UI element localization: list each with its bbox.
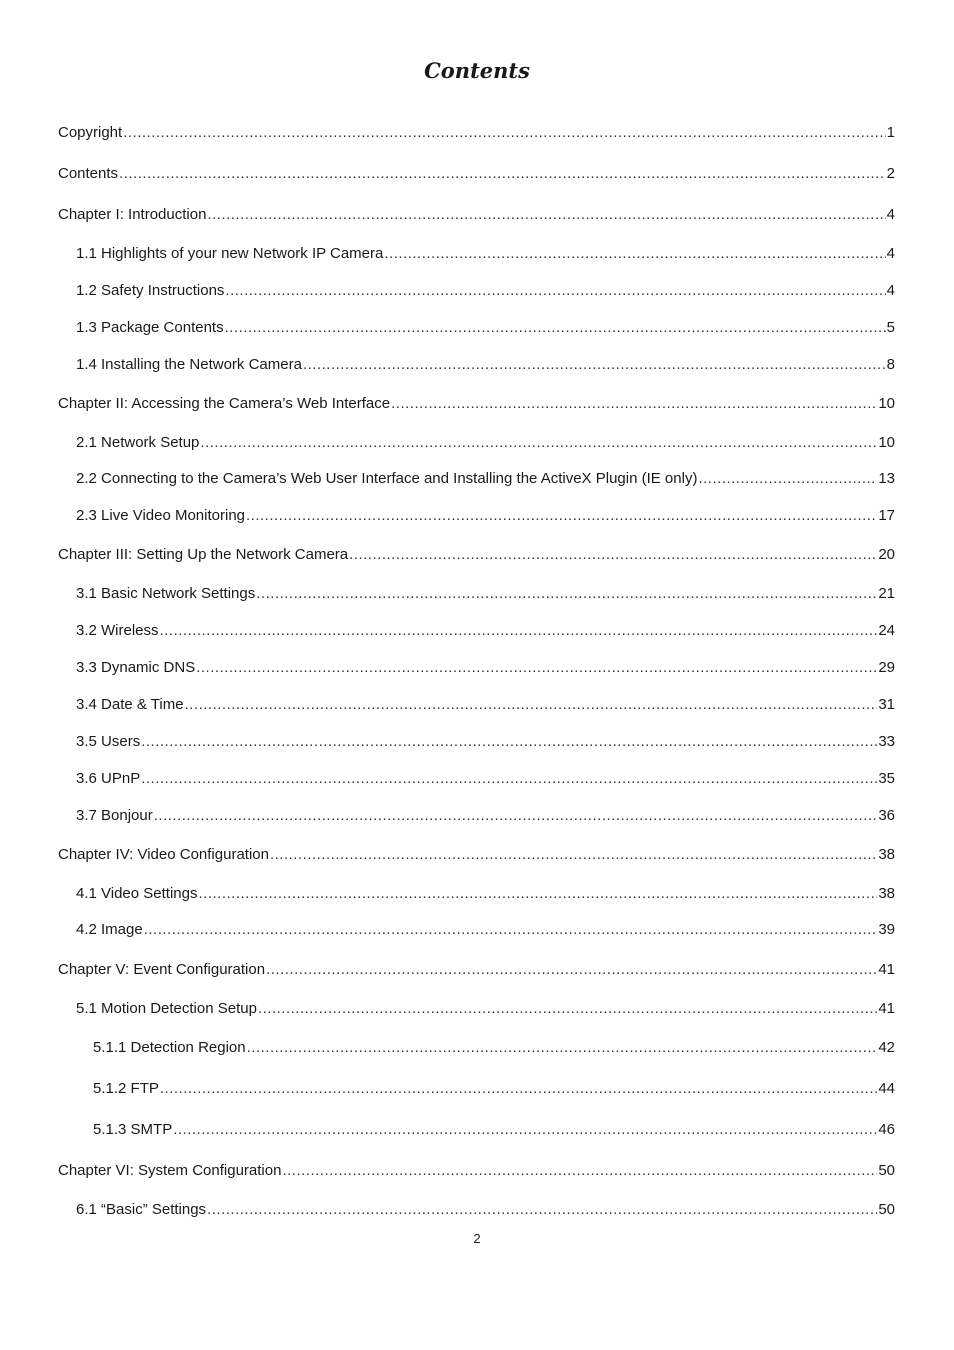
dot-leader: [225, 281, 885, 301]
toc-page: 4: [886, 206, 895, 223]
toc-page: 38: [878, 846, 895, 863]
toc-page: 39: [878, 921, 895, 938]
dot-leader: [270, 845, 877, 865]
dot-leader: [207, 1200, 877, 1220]
dot-leader: [200, 433, 877, 453]
toc-entry-3-7[interactable]: [76, 806, 895, 826]
toc-label: 4.1 Video Settings: [76, 885, 198, 902]
toc-page: 24: [878, 622, 895, 639]
toc-label: Chapter I: Introduction: [58, 206, 207, 223]
toc-label: 6.1 “Basic” Settings: [76, 1201, 207, 1218]
dot-leader: [256, 584, 877, 604]
toc-page: 4: [886, 282, 895, 299]
toc-entry-4-1[interactable]: [76, 884, 895, 904]
dot-leader: [207, 205, 885, 225]
toc-label: 3.6 UPnP: [76, 770, 141, 787]
toc-page: 50: [878, 1201, 895, 1218]
toc-entry-2-1[interactable]: [76, 433, 895, 453]
toc-label: 2.2 Connecting to the Camera’s Web User Interface and Installing the ActiveX Plugin (IE only): [76, 470, 698, 487]
toc-page: 38: [878, 885, 895, 902]
dot-leader: [198, 884, 877, 904]
toc-label: 5.1 Motion Detection Setup: [76, 1000, 257, 1017]
dot-leader: [282, 1161, 877, 1181]
toc-page: 20: [878, 546, 895, 563]
toc-label: Chapter VI: System Configuration: [58, 1162, 282, 1179]
toc-page: 5: [886, 319, 895, 336]
toc-entry-1-3[interactable]: [76, 318, 895, 338]
toc-label: 1.2 Safety Instructions: [76, 282, 225, 299]
toc-label: 5.1.2 FTP: [93, 1080, 159, 1097]
toc-page: 31: [878, 696, 895, 713]
dot-leader: [173, 1120, 877, 1140]
toc-page: 36: [878, 807, 895, 824]
toc-entry-6-1[interactable]: [76, 1200, 895, 1220]
toc-entry-chapter-3[interactable]: [58, 545, 895, 565]
dot-leader: [384, 244, 885, 264]
dot-leader: [247, 1038, 878, 1058]
toc-entry-1-1[interactable]: [76, 244, 895, 264]
toc-page: 41: [878, 1000, 895, 1017]
toc-entry-5-1-1[interactable]: [93, 1038, 895, 1058]
dot-leader: [154, 806, 878, 826]
toc-label: 3.4 Date & Time: [76, 696, 184, 713]
toc-label: 3.1 Basic Network Settings: [76, 585, 256, 602]
toc-page: 42: [878, 1039, 895, 1056]
toc-entry-3-6[interactable]: [76, 769, 895, 789]
dot-leader: [141, 769, 877, 789]
toc-label: Chapter V: Event Configuration: [58, 961, 266, 978]
toc-label: 3.2 Wireless: [76, 622, 159, 639]
toc-label: 2.1 Network Setup: [76, 434, 200, 451]
dot-leader: [160, 1079, 877, 1099]
toc-label: 2.3 Live Video Monitoring: [76, 507, 245, 524]
toc-label: 1.1 Highlights of your new Network IP Camera: [76, 245, 384, 262]
toc-page: 8: [886, 356, 895, 373]
toc-page: 46: [878, 1121, 895, 1138]
toc-page: 33: [878, 733, 895, 750]
dot-leader: [119, 164, 886, 184]
toc-label: Chapter IV: Video Configuration: [58, 846, 269, 863]
toc-page: 4: [886, 245, 895, 262]
toc-label: 5.1.3 SMTP: [93, 1121, 173, 1138]
toc-label: Chapter II: Accessing the Camera’s Web Interface: [58, 395, 391, 412]
toc-entry-5-1-2[interactable]: [93, 1079, 895, 1099]
toc-entry-chapter-4[interactable]: [58, 845, 895, 865]
toc-page: 10: [878, 395, 895, 412]
toc-entry-2-2[interactable]: [76, 469, 895, 489]
dot-leader: [144, 920, 878, 940]
dot-leader: [225, 318, 886, 338]
toc-entry-2-3[interactable]: [76, 506, 895, 526]
toc-entry-5-1-3[interactable]: [93, 1120, 895, 1140]
toc-entry-chapter-6[interactable]: [58, 1161, 895, 1181]
toc-entry-contents[interactable]: [58, 164, 895, 184]
toc-label: 1.3 Package Contents: [76, 319, 224, 336]
dot-leader: [185, 695, 878, 715]
toc-label: Contents: [58, 165, 119, 182]
toc-entry-3-1[interactable]: [76, 584, 895, 604]
dot-leader: [266, 960, 877, 980]
dot-leader: [246, 506, 877, 526]
toc-entry-chapter-1[interactable]: [58, 205, 895, 225]
toc-page: 50: [878, 1162, 895, 1179]
toc-page: 29: [878, 659, 895, 676]
dot-leader: [698, 469, 877, 489]
toc-page: 10: [878, 434, 895, 451]
toc-label: Chapter III: Setting Up the Network Camera: [58, 546, 349, 563]
toc-page: 41: [878, 961, 895, 978]
dot-leader: [196, 658, 877, 678]
toc-label: 3.3 Dynamic DNS: [76, 659, 196, 676]
toc-label: 3.5 Users: [76, 733, 141, 750]
toc-page: 35: [878, 770, 895, 787]
toc-label: 5.1.1 Detection Region: [93, 1039, 246, 1056]
toc-entry-3-3[interactable]: [76, 658, 895, 678]
toc-page: 13: [878, 470, 895, 487]
toc-page: 17: [878, 507, 895, 524]
dot-leader: [123, 123, 885, 143]
toc-entry-5-1[interactable]: [76, 999, 895, 1019]
toc-entry-1-4[interactable]: [76, 355, 895, 375]
toc-page: 1: [886, 124, 895, 141]
dot-leader: [141, 732, 877, 752]
toc-entry-3-5[interactable]: [76, 732, 895, 752]
dot-leader: [258, 999, 877, 1019]
dot-leader: [349, 545, 877, 565]
dot-leader: [160, 621, 878, 641]
dot-leader: [391, 394, 877, 414]
dot-leader: [303, 355, 886, 375]
toc-page: 44: [878, 1080, 895, 1097]
toc-page: 2: [886, 165, 895, 182]
toc-label: 4.2 Image: [76, 921, 143, 938]
page-title: Contents: [424, 58, 530, 83]
toc-label: 3.7 Bonjour: [76, 807, 153, 824]
toc-entry-1-2[interactable]: [76, 281, 895, 301]
toc-entry-3-4[interactable]: [76, 695, 895, 715]
toc-entry-4-2[interactable]: [76, 920, 895, 940]
toc-label: Copyright: [58, 124, 123, 141]
page-number: 2: [473, 1231, 481, 1246]
toc-page: 21: [878, 585, 895, 602]
toc-entry-copyright[interactable]: [58, 123, 895, 143]
toc-label: 1.4 Installing the Network Camera: [76, 356, 302, 373]
toc-entry-3-2[interactable]: [76, 621, 895, 641]
toc-entry-chapter-5[interactable]: [58, 960, 895, 980]
toc-entry-chapter-2[interactable]: [58, 394, 895, 414]
